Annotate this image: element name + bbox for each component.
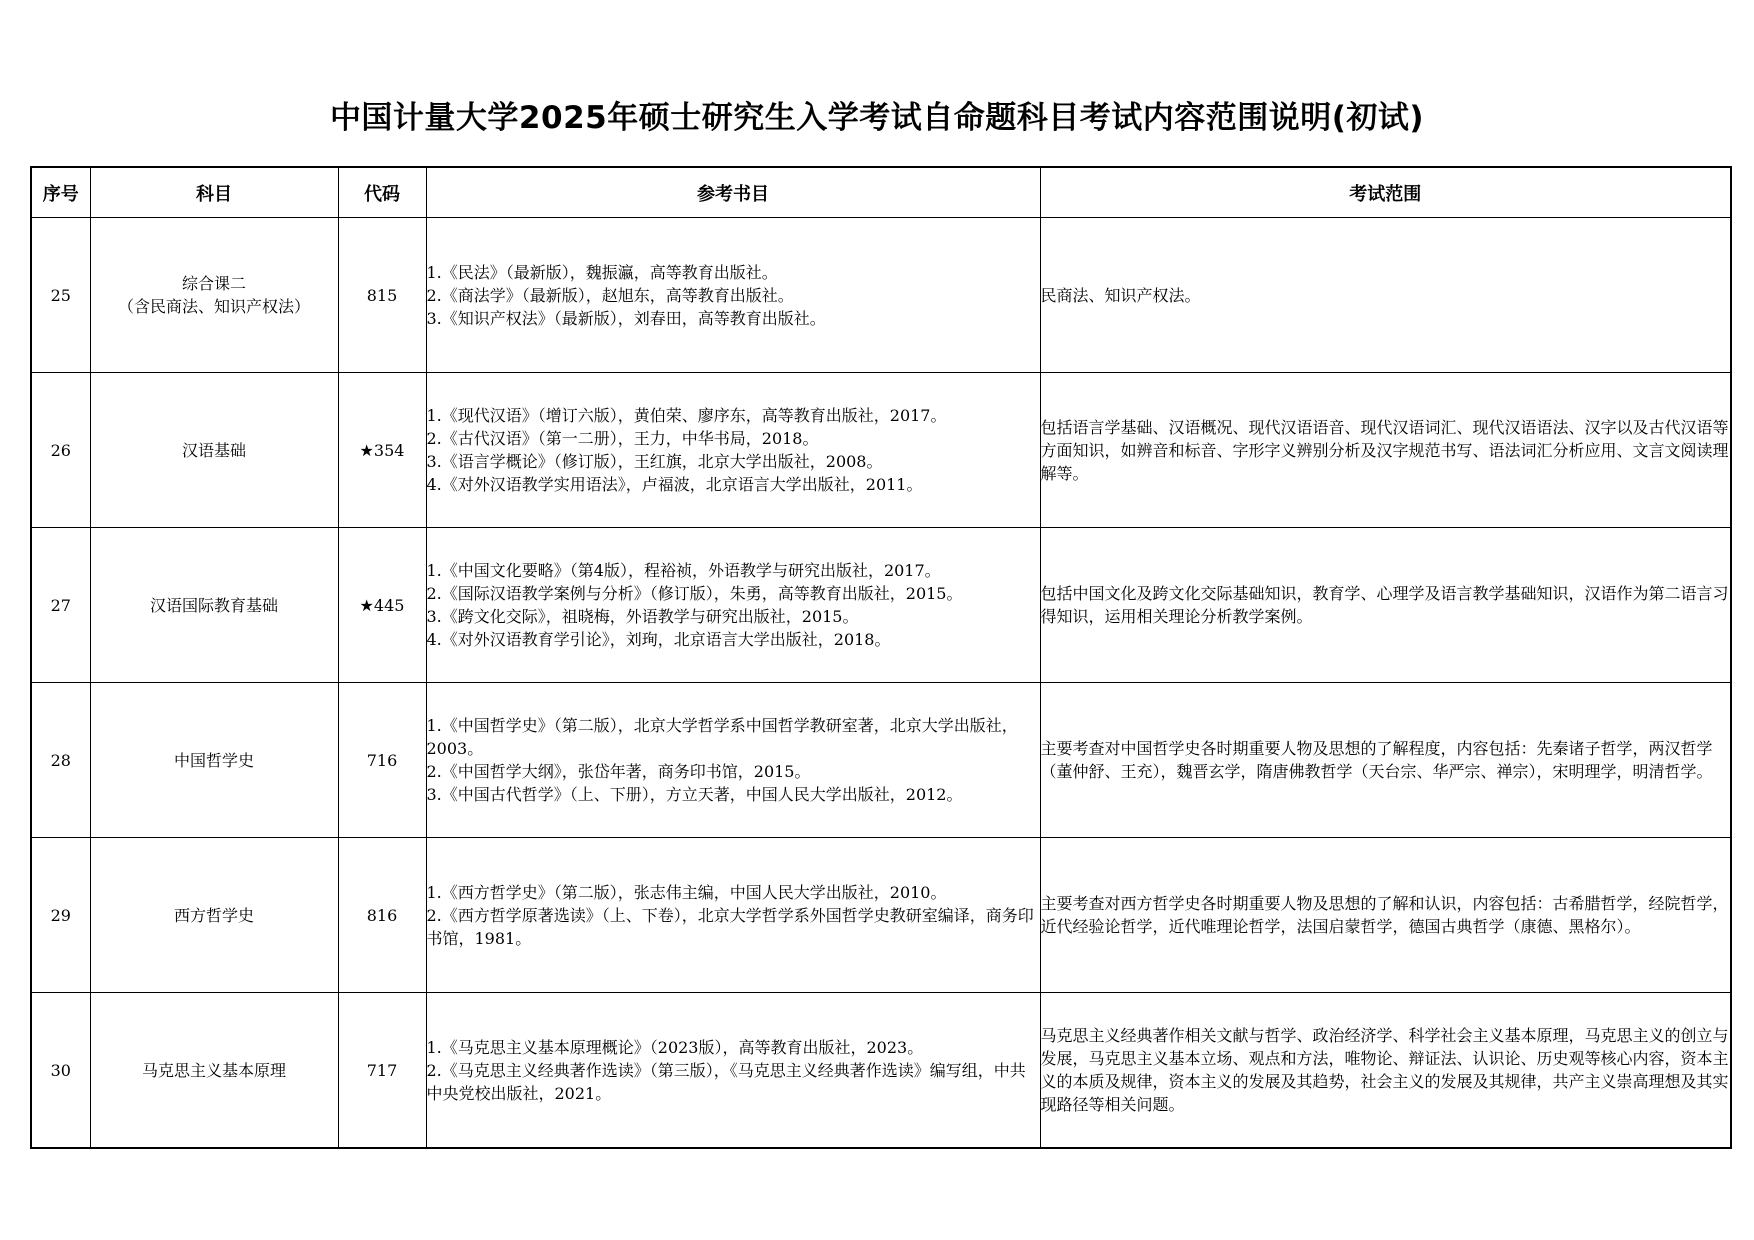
range-cell [1040,218,1731,373]
header-range: 考试范围 [1040,167,1731,218]
range-cell [1040,373,1731,528]
subject-line: 马克思主义基本原理 [141,1060,286,1080]
exam-scope-table [30,166,1732,1149]
code-cell: ★445 [338,528,426,683]
table-row [31,683,1731,838]
subject-cell [90,373,338,528]
table-row [31,373,1731,528]
table-row [31,838,1731,993]
code-cell: 717 [338,993,426,1149]
header-code: 代码 [338,167,426,218]
book-item: 2.《古代汉语》（第一二册），王力，中华书局，2018。 [426,429,819,448]
books-cell [426,218,1040,373]
table-header-row [31,167,1731,218]
header-books: 参考书目 [426,167,1040,218]
book-item: 1.《中国文化要略》（第4版），程裕祯，外语教学与研究出版社，2017。 [426,561,941,580]
seq-cell: 30 [31,993,90,1149]
book-item: 4.《对外汉语教育学引论》，刘珣，北京语言大学出版社，2018。 [426,630,891,649]
seq-cell: 26 [31,373,90,528]
seq-cell: 28 [31,683,90,838]
subject-line: 综合课二 [181,274,246,293]
book-item: 2.《国际汉语教学案例与分析》（修订版），朱勇，高等教育出版社，2015。 [426,584,963,603]
subject-line: 汉语国际教育基础 [149,595,278,615]
range-cell [1040,683,1731,838]
code-cell: ★354 [338,373,426,528]
subject-line: 中国哲学史 [173,750,254,770]
books-cell [426,528,1040,683]
table-row [31,218,1731,373]
code-cell: 815 [338,218,426,373]
table-row [31,993,1731,1149]
range-text: 主要考查对西方哲学史各时期重要人物及思想的了解和认识，内容包括：古希腊哲学，经院哲学，近代经验论哲学，近代唯理论哲学，法国启蒙哲学，德国古典哲学（康德、黑格尔）。 [1040,894,1729,936]
subject-cell [90,218,338,373]
seq-cell: 25 [31,218,90,373]
book-item: 1.《西方哲学史》（第二版），张志伟主编，中国人民大学出版社，2010。 [426,882,947,902]
range-text: 民商法、知识产权法。 [1040,285,1201,305]
book-item: 3.《知识产权法》（最新版），刘春田，高等教育出版社。 [426,308,826,328]
range-cell [1040,528,1731,683]
range-text: 包括语言学基础、汉语概况、现代汉语语音、现代汉语词汇、现代汉语语法、汉字以及古代汉语等方面知识，如辨音和标音、字形字义辨别分析及汉字规范书写、语法词汇分析应用、文言文阅读理解等。 [1040,417,1729,483]
books-cell [426,373,1040,528]
subject-cell [90,838,338,993]
subject-cell [90,993,338,1149]
page-title: 中国计量大学2025年硕士研究生入学考试自命题科目考试内容范围说明(初试) [329,100,1425,136]
seq-cell: 29 [31,838,90,993]
books-cell [426,993,1040,1149]
table-row [31,528,1731,683]
book-item: 2.《中国哲学大纲》，张岱年著，商务印书馆，2015。 [426,762,811,781]
header-subject: 科目 [90,167,338,218]
range-text: 包括中国文化及跨文化交际基础知识，教育学、心理学及语言教学基础知识，汉语作为第二语言习得知识，运用相关理论分析教学案例。 [1040,584,1729,626]
subject-line: 西方哲学史 [173,905,254,925]
code-cell: 716 [338,683,426,838]
book-item: 3.《中国古代哲学》（上、下册），方立天著，中国人民大学出版社，2012。 [426,785,963,804]
book-item: 3.《语言学概论》（修订版），王红旗，北京大学出版社，2008。 [426,452,883,471]
subject-line: 汉语基础 [181,440,246,460]
book-item: 1.《民法》（最新版），魏振瀛，高等教育出版社。 [426,262,778,282]
book-item: 2.《马克思主义经典著作选读》（第三版），《马克思主义经典著作选读》编写组，中共中央党校出版社，2021。 [426,1060,1026,1103]
book-item: 1.《现代汉语》（增订六版），黄伯荣、廖序东，高等教育出版社，2017。 [426,406,947,425]
books-cell [426,683,1040,838]
range-text: 主要考查对中国哲学史各时期重要人物及思想的了解程度，内容包括：先秦诸子哲学，两汉哲学（董仲舒、王充），魏晋玄学，隋唐佛教哲学（天台宗、华严宗、禅宗），宋明理学，明清哲学。 [1040,739,1713,781]
seq-cell: 27 [31,528,90,683]
range-text: 马克思主义经典著作相关文献与哲学、政治经济学、科学社会主义基本原理，马克思主义的创立与发展，马克思主义基本立场、观点和方法，唯物论、辩证法、认识论、历史观等核心内容，资本主义的本质及规律，资本主义的发展及其趋势，社会主义的发展及其规律，共产主义崇高理想及其实现路径等相关问题。 [1040,1026,1729,1114]
book-item: 3.《跨文化交际》，祖晓梅，外语教学与研究出版社，2015。 [426,607,859,626]
book-item: 2.《西方哲学原著选读》（上、下卷），北京大学哲学系外国哲学史教研室编译，商务印书馆，1981。 [426,905,1034,948]
subject-cell [90,683,338,838]
books-cell [426,838,1040,993]
range-cell [1040,993,1731,1149]
book-item: 2.《商法学》（最新版），赵旭东，高等教育出版社。 [426,285,794,305]
book-item: 1.《马克思主义基本原理概论》（2023版），高等教育出版社，2023。 [426,1037,924,1057]
book-item: 4.《对外汉语教学实用语法》，卢福波，北京语言大学出版社，2011。 [426,475,923,494]
subject-cell [90,528,338,683]
code-cell: 816 [338,838,426,993]
book-item: 1.《中国哲学史》（第二版），北京大学哲学系中国哲学教研室著，北京大学出版社，2003。 [426,716,1018,758]
range-cell [1040,838,1731,993]
header-seq: 序号 [31,167,90,218]
subject-line: （含民商法、知识产权法） [117,297,310,316]
